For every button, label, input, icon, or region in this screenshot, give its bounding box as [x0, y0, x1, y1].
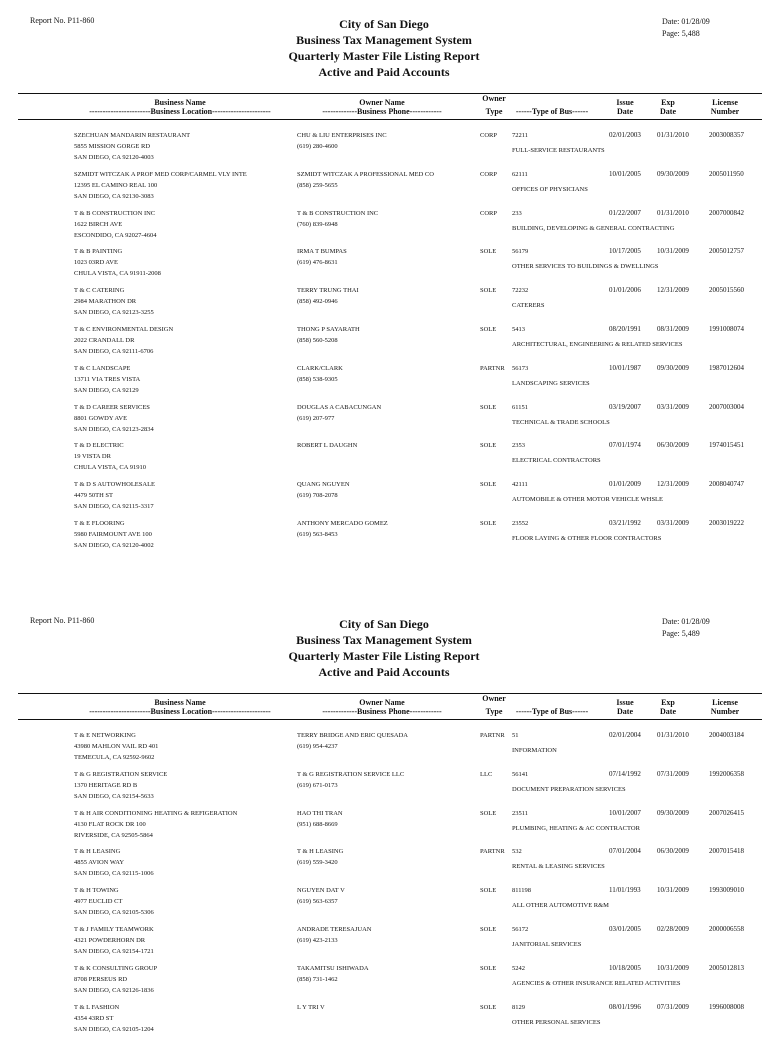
col-issue-date: Issue Date: [616, 698, 634, 716]
bus-type-code: 56172: [512, 925, 529, 933]
bus-type-code: 56173: [512, 364, 529, 372]
business-address: 1622 BIRCH AVE: [74, 220, 123, 228]
business-phone: (619) 423-2133: [297, 936, 338, 944]
exp-date: 01/31/2010: [657, 731, 689, 739]
business-phone: (619) 671-0173: [297, 781, 338, 789]
business-city: SAN DIEGO, CA 92123-3255: [74, 309, 154, 317]
bus-type-description: TECHNICAL & TRADE SCHOOLS: [512, 418, 610, 426]
business-name: T & B CONSTRUCTION INC: [74, 209, 156, 217]
business-city: SAN DIEGO, CA 92115-3317: [74, 503, 154, 511]
exp-date: 12/31/2009: [657, 480, 689, 489]
bus-type-code: 62111: [512, 170, 528, 178]
license-number: 1993009010: [709, 886, 744, 895]
business-city: SAN DIEGO, CA 92115-1006: [74, 870, 154, 878]
owner-type: CORP: [480, 170, 497, 178]
bus-type-code: 56179: [512, 248, 529, 256]
business-name: T & C LANDSCAPE: [74, 364, 131, 372]
exp-date: 07/31/2009: [657, 769, 689, 778]
exp-date: 03/31/2009: [657, 402, 689, 411]
title-system: Business Tax Management System: [296, 633, 472, 647]
business-phone: (619) 563-6357: [297, 898, 338, 906]
business-city: SAN DIEGO, CA 92105-5306: [74, 909, 154, 917]
license-number: 1991008074: [709, 324, 744, 333]
owner-name: TERRY BRIDGE AND ERIC QUESADA: [297, 732, 408, 739]
owner-name: ROBERT L DAUGHN: [297, 442, 358, 450]
issue-date: 10/18/2005: [609, 963, 641, 972]
title-accounts: Active and Paid Accounts: [318, 65, 450, 79]
report-meta: [662, 16, 710, 40]
bus-type-description: FLOOR LAYING & OTHER FLOOR CONTRACTORS: [512, 534, 662, 542]
bus-type-code: 5413: [512, 325, 525, 333]
issue-date: 07/01/2004: [609, 847, 641, 856]
business-city: SAN DIEGO, CA 92154-1721: [74, 947, 154, 955]
report-meta: [662, 616, 710, 640]
listing-row: [0, 246, 768, 285]
bus-type-description: AGENCIES & OTHER INSURANCE RELATED ACTIVITIES: [512, 979, 681, 987]
listing-row: [0, 808, 768, 847]
owner-type: SOLE: [480, 403, 497, 411]
exp-date: 08/31/2009: [657, 324, 689, 333]
bus-type-code: 23511: [512, 809, 529, 817]
column-headers: [0, 94, 768, 120]
owner-type: PARTNR: [480, 848, 505, 856]
exp-date: 06/30/2009: [657, 847, 689, 856]
issue-date: 03/01/2005: [609, 924, 641, 933]
header-rule-bottom: [18, 119, 762, 120]
issue-date: 10/17/2005: [609, 247, 641, 256]
col-business: Business Name -----------------------Business Location----------------------: [89, 698, 271, 716]
business-city: CHULA VISTA, CA 91911-2008: [74, 270, 161, 278]
listing-row: [0, 885, 768, 924]
exp-date: 09/30/2009: [657, 363, 689, 372]
business-address: 1023 03RD AVE: [74, 259, 118, 267]
license-number: 2008040747: [709, 480, 744, 489]
bus-type-code: 532: [512, 848, 522, 856]
business-name: T & D S AUTOWHOLESALE: [74, 481, 156, 489]
listing-row: [0, 440, 768, 479]
owner-name: CHU & LIU ENTERPRISES INC: [297, 132, 387, 139]
col-type-of-bus: ------Type of Bus------: [515, 707, 589, 716]
title-system: Business Tax Management System: [296, 33, 472, 47]
bus-type-description: ALL OTHER AUTOMOTIVE R&M: [512, 902, 609, 910]
business-phone: (619) 280-4600: [297, 143, 338, 150]
business-city: SAN DIEGO, CA 92129: [74, 386, 139, 394]
owner-name: T & H LEASING: [297, 848, 344, 856]
col-owner-type: Owner Type: [482, 694, 506, 716]
owner-name: T & G REGISTRATION SERVICE LLC: [297, 770, 405, 778]
listing-row: [0, 285, 768, 324]
listing-row: [0, 1002, 768, 1040]
business-name: SZECHUAN MANDARIN RESTAURANT: [74, 132, 191, 139]
business-city: RIVERSIDE, CA 92505-5864: [74, 831, 153, 839]
license-number: 2007015418: [709, 847, 744, 856]
business-phone: (858) 560-5208: [297, 336, 338, 344]
license-number: 1992006358: [709, 769, 744, 778]
business-city: SAN DIEGO, CA 92105-1204: [74, 1025, 154, 1033]
business-name: T & D ELECTRIC: [74, 442, 124, 450]
bus-type-description: DOCUMENT PREPARATION SERVICES: [512, 785, 626, 793]
header-rule-bottom: [18, 719, 762, 720]
business-name: T & C CATERING: [74, 287, 125, 295]
license-number: 1987012604: [709, 363, 744, 372]
owner-type: PARTNR: [480, 732, 505, 739]
owner-type: SOLE: [480, 287, 497, 295]
license-number: 2007003004: [709, 402, 744, 411]
issue-date: 10/01/2007: [609, 808, 641, 817]
owner-name: SZMIDT WITCZAK A PROFESSIONAL MED CO: [297, 170, 434, 178]
business-name: T & E FLOORING: [74, 519, 125, 527]
owner-name: CLARK/CLARK: [297, 364, 343, 372]
col-exp-date: Exp Date: [660, 698, 676, 716]
listing-row: [0, 208, 768, 247]
business-address: 4977 EUCLID CT: [74, 898, 123, 906]
business-phone: (858) 492-0946: [297, 298, 338, 306]
business-city: SAN DIEGO, CA 92126-1836: [74, 986, 154, 994]
bus-type-code: 51: [512, 732, 519, 739]
report-date: Date: 01/28/09: [662, 17, 710, 26]
owner-name: NGUYEN DAT V: [297, 887, 345, 895]
owner-type: SOLE: [480, 964, 497, 972]
title-city: City of San Diego: [339, 617, 429, 631]
owner-type: SOLE: [480, 481, 497, 489]
bus-type-code: 72232: [512, 287, 529, 295]
bus-type-description: JANITORIAL SERVICES: [512, 940, 582, 948]
owner-name: ANTHONY MERCADO GOMEZ: [297, 519, 388, 527]
issue-date: 01/01/2009: [609, 480, 641, 489]
report-date: Date: 01/28/09: [662, 617, 710, 626]
owner-type: SOLE: [480, 442, 497, 450]
exp-date: 07/31/2009: [657, 1002, 689, 1011]
business-address: 13711 VIA TRES VISTA: [74, 375, 141, 383]
owner-name: IRMA T BUMPAS: [297, 248, 347, 256]
business-city: CHULA VISTA, CA 91910: [74, 464, 146, 472]
business-name: T & B PAINTING: [74, 248, 123, 256]
listing-row: [0, 130, 768, 169]
business-address: 2022 CRANDALL DR: [74, 336, 135, 344]
business-phone: (619) 476-8631: [297, 259, 338, 267]
issue-date: 03/19/2007: [609, 402, 641, 411]
column-headers: [0, 694, 768, 720]
business-city: SAN DIEGO, CA 92111-6706: [74, 347, 154, 355]
owner-type: CORP: [480, 209, 497, 217]
license-number: 2003019222: [709, 518, 744, 527]
col-type-of-bus: ------Type of Bus------: [515, 107, 589, 116]
listing-row: [0, 769, 768, 808]
bus-type-description: ARCHITECTURAL, ENGINEERING & RELATED SERVICES: [512, 340, 683, 348]
exp-date: 09/30/2009: [657, 808, 689, 817]
owner-name: L Y TRI V: [297, 1003, 325, 1011]
bus-type-description: AUTOMOBILE & OTHER MOTOR VEHICLE WHSLE: [512, 496, 664, 504]
business-phone: (619) 207-977: [297, 414, 335, 422]
exp-date: 10/31/2009: [657, 963, 689, 972]
business-address: 19 VISTA DR: [74, 453, 111, 461]
bus-type-code: 811198: [512, 887, 532, 895]
license-number: 2005012813: [709, 963, 744, 972]
business-city: SAN DIEGO, CA 92123-2834: [74, 425, 154, 433]
listing-row: [0, 363, 768, 402]
business-name: T & D CAREER SERVICES: [74, 403, 150, 411]
bus-type-code: 5242: [512, 964, 525, 972]
listing-row: [0, 169, 768, 208]
issue-date: 08/01/1996: [609, 1002, 641, 1011]
business-city: TEMECULA, CA 92592-9602: [74, 754, 155, 761]
owner-name: ANDRADE TERESAJUAN: [297, 925, 372, 933]
owner-type: SOLE: [480, 248, 497, 256]
bus-type-code: 8129: [512, 1003, 525, 1011]
business-address: 1370 HERITAGE RD B: [74, 781, 138, 789]
business-city: SAN DIEGO, CA 92154-5633: [74, 792, 154, 800]
report-number: Report No. P11-860: [30, 16, 95, 25]
owner-name: DOUGLAS A CABACUNGAN: [297, 403, 382, 411]
owner-type: SOLE: [480, 887, 497, 895]
bus-type-description: BUILDING, DEVELOPING & GENERAL CONTRACTING: [512, 224, 675, 232]
col-issue-date: Issue Date: [616, 98, 634, 116]
owner-type: SOLE: [480, 809, 497, 817]
business-name: T & K CONSULTING GROUP: [74, 964, 158, 972]
issue-date: 03/21/1992: [609, 518, 641, 527]
issue-date: 01/22/2007: [609, 208, 641, 217]
exp-date: 02/28/2009: [657, 924, 689, 933]
exp-date: 01/31/2010: [657, 208, 689, 217]
title-city: City of San Diego: [339, 17, 429, 31]
license-number: 2007026415: [709, 808, 744, 817]
listing-row: [0, 518, 768, 557]
listing-row: [0, 730, 768, 769]
bus-type-code: 56141: [512, 770, 529, 778]
bus-type-description: PLUMBING, HEATING & AC CONTRACTOR: [512, 824, 640, 832]
business-address: 4321 POWDERHORN DR: [74, 936, 146, 944]
business-city: ESCONDIDO, CA 92027-4604: [74, 231, 157, 239]
bus-type-code: 72211: [512, 132, 529, 139]
license-number: 2007000842: [709, 208, 744, 217]
business-name: SZMIDT WITCZAK A PROF MED CORP/CARMEL VLY INTE: [74, 170, 247, 178]
license-number: 2005011950: [709, 169, 744, 178]
report-titles: [0, 616, 768, 680]
owner-type: SOLE: [480, 925, 497, 933]
owner-type: CORP: [480, 132, 497, 139]
issue-date: 07/14/1992: [609, 769, 641, 778]
business-phone: (619) 559-3420: [297, 859, 338, 867]
col-license: License Number: [710, 98, 740, 116]
owner-name: THONG P SAYARATH: [297, 325, 360, 333]
issue-date: 10/01/1987: [609, 363, 641, 372]
business-name: T & H AIR CONDITIONING HEATING & REFIGERATION: [74, 809, 238, 817]
bus-type-code: 2353: [512, 442, 525, 450]
owner-name: TERRY TRUNG THAI: [297, 287, 359, 295]
license-number: 1974015451: [709, 441, 744, 450]
business-phone: (619) 563-8453: [297, 530, 338, 538]
title-report: Quarterly Master File Listing Report: [288, 649, 480, 663]
exp-date: 10/31/2009: [657, 247, 689, 256]
business-address: 4130 FLAT ROCK DR 100: [74, 820, 146, 828]
owner-type: SOLE: [480, 519, 497, 527]
exp-date: 01/31/2010: [657, 131, 689, 139]
listing-row: [0, 924, 768, 963]
col-owner: Owner Name -------------Business Phone------------: [322, 98, 442, 116]
business-address: 43980 MAHLON VAIL RD 401: [74, 743, 159, 750]
listing-row: [0, 479, 768, 518]
exp-date: 12/31/2009: [657, 286, 689, 295]
business-name: T & E NETWORKING: [74, 732, 136, 739]
business-city: SAN DIEGO, CA 92130-3083: [74, 192, 154, 200]
business-name: T & C ENVIRONMENTAL DESIGN: [74, 325, 174, 333]
business-address: 4354 43RD ST: [74, 1014, 114, 1022]
title-report: Quarterly Master File Listing Report: [288, 49, 480, 63]
license-number: 2003008357: [709, 131, 744, 139]
business-address: 8801 GOWDY AVE: [74, 414, 128, 422]
business-phone: (760) 839-6948: [297, 220, 338, 228]
business-phone: (858) 538-9305: [297, 375, 338, 383]
title-accounts: Active and Paid Accounts: [318, 665, 450, 679]
bus-type-description: LANDSCAPING SERVICES: [512, 379, 590, 387]
bus-type-description: OFFICES OF PHYSICIANS: [512, 185, 588, 193]
business-city: SAN DIEGO, CA 92120-4003: [74, 154, 154, 161]
business-name: T & H LEASING: [74, 848, 121, 856]
col-owner: Owner Name -------------Business Phone------------: [322, 698, 442, 716]
bus-type-description: INFORMATION: [512, 747, 557, 754]
owner-type: LLC: [480, 770, 493, 778]
report-page-2: [0, 600, 768, 1033]
issue-date: 11/01/1993: [609, 886, 641, 895]
listing-row: [0, 846, 768, 885]
business-address: 2984 MARATHON DR: [74, 298, 137, 306]
bus-type-description: OTHER SERVICES TO BUILDINGS & DWELLINGS: [512, 263, 659, 271]
col-exp-date: Exp Date: [660, 98, 676, 116]
col-owner-type: Owner Type: [482, 94, 506, 116]
owner-type: SOLE: [480, 325, 497, 333]
listing-row: [0, 963, 768, 1002]
bus-type-code: 23552: [512, 519, 529, 527]
bus-type-description: FULL-SERVICE RESTAURANTS: [512, 147, 605, 154]
issue-date: 02/01/2004: [609, 731, 641, 739]
business-phone: (951) 688-8669: [297, 820, 338, 828]
report-titles: [0, 16, 768, 80]
bus-type-description: CATERERS: [512, 302, 545, 310]
license-number: 2004003184: [709, 731, 744, 739]
issue-date: 07/01/1974: [609, 441, 641, 450]
business-address: 5980 FAIRMOUNT AVE 100: [74, 530, 152, 538]
listing-rows: [0, 730, 768, 1040]
business-address: 4855 AVION WAY: [74, 859, 125, 867]
bus-type-description: RENTAL & LEASING SERVICES: [512, 863, 605, 871]
owner-name: QUANG NGUYEN: [297, 481, 350, 489]
owner-type: PARTNR: [480, 364, 505, 372]
business-name: T & H TOWING: [74, 887, 119, 895]
issue-date: 10/01/2005: [609, 169, 641, 178]
exp-date: 03/31/2009: [657, 518, 689, 527]
issue-date: 08/20/1991: [609, 324, 641, 333]
owner-name: TAKAMITSU ISHIWADA: [297, 964, 369, 972]
business-phone: (858) 259-5655: [297, 181, 338, 189]
listing-rows: [0, 130, 768, 557]
license-number: 2005015560: [709, 286, 744, 295]
issue-date: 01/01/2006: [609, 286, 641, 295]
business-address: 8708 PERSEUS RD: [74, 975, 128, 983]
business-phone: (619) 708-2078: [297, 492, 338, 500]
issue-date: 02/01/2003: [609, 131, 641, 139]
bus-type-code: 61151: [512, 403, 529, 411]
license-number: 2005012757: [709, 247, 744, 256]
col-business: Business Name -----------------------Business Location----------------------: [89, 98, 271, 116]
bus-type-description: OTHER PERSONAL SERVICES: [512, 1018, 601, 1026]
report-number: Report No. P11-860: [30, 616, 95, 625]
col-license: License Number: [710, 698, 740, 716]
business-address: 12395 EL CAMINO REAL 100: [74, 181, 158, 189]
business-address: 5855 MISSION GORGE RD: [74, 143, 151, 150]
exp-date: 06/30/2009: [657, 441, 689, 450]
business-phone: (619) 954-4237: [297, 743, 338, 750]
license-number: 1996008008: [709, 1002, 744, 1011]
owner-name: HAO THI TRAN: [297, 809, 343, 817]
owner-type: SOLE: [480, 1003, 497, 1011]
report-page-number: Page: 5,489: [662, 629, 700, 638]
listing-row: [0, 402, 768, 441]
owner-name: T & B CONSTRUCTION INC: [297, 209, 379, 217]
bus-type-description: ELECTRICAL CONTRACTORS: [512, 457, 601, 465]
business-city: SAN DIEGO, CA 92120-4002: [74, 541, 154, 549]
business-name: T & L FASHION: [74, 1003, 120, 1011]
license-number: 2000006558: [709, 924, 744, 933]
business-name: T & J FAMILY TEAMWORK: [74, 925, 154, 933]
exp-date: 09/30/2009: [657, 169, 689, 178]
business-name: T & G REGISTRATION SERVICE: [74, 770, 168, 778]
exp-date: 10/31/2009: [657, 886, 689, 895]
bus-type-code: 42111: [512, 481, 528, 489]
business-phone: (858) 731-1462: [297, 975, 338, 983]
business-address: 4479 50TH ST: [74, 492, 113, 500]
bus-type-code: 233: [512, 209, 522, 217]
report-page-number: Page: 5,488: [662, 29, 700, 38]
listing-row: [0, 324, 768, 363]
